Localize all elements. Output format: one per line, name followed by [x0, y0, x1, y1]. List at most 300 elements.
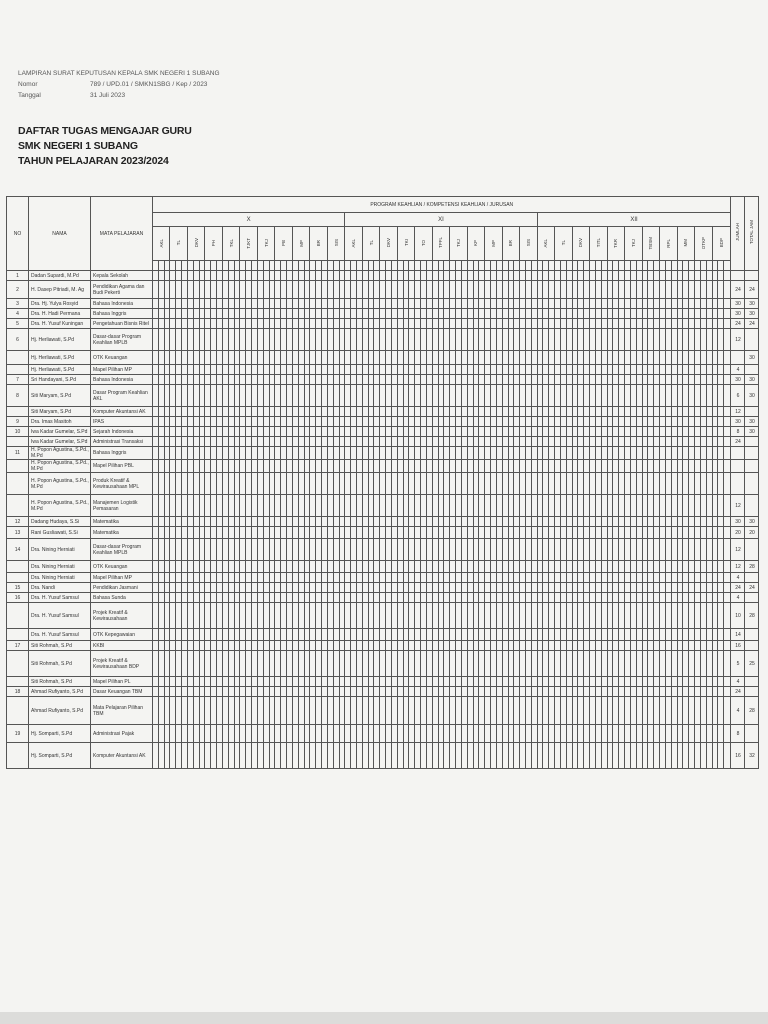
document-header: [18, 68, 418, 101]
hours-cell: [724, 743, 731, 769]
hours-cell: [724, 583, 731, 593]
hours-cell: [724, 385, 731, 407]
program-column-header: [240, 227, 257, 261]
subject-name: Mapel Pilihan PBL: [91, 460, 153, 473]
table-row: [7, 427, 759, 437]
program-label: DKV: [578, 238, 584, 248]
table-row: [7, 375, 759, 385]
teacher-name: H. Popon Agustina, S.Pd., M.Pd: [29, 495, 91, 517]
teacher-name: Siti Rohmah, S.Pd: [29, 641, 91, 651]
hours-cell: [724, 527, 731, 539]
teacher-name: Dra. Nining Herniati: [29, 561, 91, 573]
table-row: [7, 329, 759, 351]
table-row: [7, 271, 759, 281]
table-row: [7, 351, 759, 365]
row-number: 5: [7, 319, 29, 329]
program-column-header: [327, 227, 344, 261]
program-column-header: [642, 227, 659, 261]
program-column-header: [380, 227, 397, 261]
row-jumlah: 16: [731, 641, 745, 651]
row-jumlah: 12: [731, 495, 745, 517]
subject-name: Dasar Program Keahlian AKL: [91, 385, 153, 407]
program-label: BR: [316, 239, 322, 247]
col-jumlah-header: [731, 197, 745, 271]
document-title: [18, 124, 192, 169]
col-subject-header: MATA PELAJARAN: [91, 197, 153, 271]
row-number: 3: [7, 299, 29, 309]
lampiran-text: LAMPIRAN SURAT KEPUTUSAN KEPALA SMK NEGERI 1 SUBANG: [18, 70, 220, 77]
program-label: TKR: [613, 238, 619, 248]
table-row: [7, 697, 759, 725]
table-row: [7, 365, 759, 375]
program-label: TKI: [403, 239, 409, 247]
program-column-header: [695, 227, 712, 261]
grade-group-header: XII: [537, 213, 731, 227]
row-number: 19: [7, 725, 29, 743]
table-row: [7, 417, 759, 427]
teacher-name: Dra. Nandi: [29, 583, 91, 593]
subject-name: Mapel Pilihan MP: [91, 573, 153, 583]
row-jumlah: 10: [731, 603, 745, 629]
table-row: [7, 725, 759, 743]
row-jumlah: [731, 271, 745, 281]
program-column-header: [257, 227, 274, 261]
teacher-name: Dra. H. Yusuf Samsul: [29, 593, 91, 603]
teaching-schedule-table: [6, 196, 759, 769]
hours-cell: [724, 539, 731, 561]
title-line-2: SMK NEGERI 1 SUBANG: [18, 140, 138, 152]
subject-name: Dasar-dasar Program Keahlian MPLB: [91, 329, 153, 351]
teacher-name: Sri Handayani, S.Pd: [29, 375, 91, 385]
subject-name: Bahasa Sunda: [91, 593, 153, 603]
hours-cell: [724, 309, 731, 319]
program-label: MP: [298, 239, 304, 247]
row-jumlah: 30: [731, 309, 745, 319]
row-total: 24: [745, 583, 759, 593]
program-column-header: [537, 227, 554, 261]
row-jumlah: 24: [731, 319, 745, 329]
program-label: OTKP: [700, 236, 706, 250]
subject-name: Komputer Akuntansi AK: [91, 743, 153, 769]
row-jumlah: 4: [731, 593, 745, 603]
row-jumlah: 12: [731, 539, 745, 561]
subject-name: Administrasi Pajak: [91, 725, 153, 743]
tanggal-value: 31 Juli 2023: [90, 92, 126, 99]
col-total-header: [745, 197, 759, 271]
subject-name: Mapel Pilihan MP: [91, 365, 153, 375]
teacher-name: Siti Rohmah, S.Pd: [29, 677, 91, 687]
hours-cell: [724, 299, 731, 309]
hours-cell: [724, 407, 731, 417]
program-label: TL: [176, 240, 182, 246]
row-total: 30: [745, 309, 759, 319]
row-jumlah: 30: [731, 299, 745, 309]
table-row: [7, 407, 759, 417]
row-jumlah: 12: [731, 407, 745, 417]
program-column-header: [485, 227, 502, 261]
teacher-name: H. Dasep Pitriadi, M. Ag: [29, 281, 91, 299]
subject-name: Pendidikan Jasmani: [91, 583, 153, 593]
row-jumlah: 30: [731, 375, 745, 385]
grade-group-header: X: [153, 213, 345, 227]
table-row: [7, 385, 759, 407]
row-number: 13: [7, 527, 29, 539]
row-number: 11: [7, 447, 29, 460]
row-total: [745, 447, 759, 460]
program-label: TPFL: [438, 237, 444, 249]
hours-cell: [724, 351, 731, 365]
row-jumlah: 4: [731, 677, 745, 687]
col-jumlah-label: JUMLAH: [735, 223, 741, 242]
program-column-header: [450, 227, 467, 261]
row-number: [7, 407, 29, 417]
row-total: [745, 437, 759, 447]
table-row: [7, 527, 759, 539]
program-label: TKL: [228, 238, 234, 248]
row-number: 10: [7, 427, 29, 437]
subject-name: IPAS: [91, 417, 153, 427]
row-number: 1: [7, 271, 29, 281]
row-total: 32: [745, 743, 759, 769]
table-row: [7, 677, 759, 687]
subject-name: Produk Kreatif & Kewirausahaan MPL: [91, 473, 153, 495]
program-column-header: [607, 227, 624, 261]
subject-name: Bahasa Inggris: [91, 309, 153, 319]
teacher-name: Dra. H. Yusuf Samsul: [29, 603, 91, 629]
program-column-header: [310, 227, 327, 261]
row-total: [745, 407, 759, 417]
subject-name: Mata Pelajaran Pilihan TBM: [91, 697, 153, 725]
row-number: [7, 437, 29, 447]
program-label: TL: [368, 240, 374, 246]
row-jumlah: 8: [731, 725, 745, 743]
subject-name: Pengetahuan Bisnis Ritel: [91, 319, 153, 329]
table-row: [7, 495, 759, 517]
program-label: TITL: [595, 238, 601, 248]
table-row: [7, 583, 759, 593]
program-column-header: [502, 227, 519, 261]
teacher-name: Dra. H. Hadi Permana: [29, 309, 91, 319]
row-jumlah: 4: [731, 697, 745, 725]
nomor-value: 789 / UPD.01 / SMKN1SBG / Kep / 2023: [90, 81, 208, 88]
title-line-1: DAFTAR TUGAS MENGAJAR GURU: [18, 125, 192, 137]
nomor-label: Nomor: [18, 81, 38, 88]
table-row: [7, 473, 759, 495]
teacher-name: Hj. Herliawati, S.Pd: [29, 365, 91, 375]
table-row: [7, 447, 759, 460]
subject-name: Bahasa Indonesia: [91, 299, 153, 309]
row-number: [7, 603, 29, 629]
program-label: TL: [560, 240, 566, 246]
subject-name: Manajemen Logistik Pemasaran: [91, 495, 153, 517]
subject-name: Projek Kreatif & Kewirausahaan BDP: [91, 651, 153, 677]
row-number: [7, 651, 29, 677]
program-label: DKV: [386, 238, 392, 248]
program-label: PB: [281, 239, 287, 246]
row-total: 25: [745, 651, 759, 677]
row-total: 28: [745, 603, 759, 629]
row-jumlah: [731, 351, 745, 365]
row-number: 7: [7, 375, 29, 385]
row-total: [745, 629, 759, 641]
subject-name: Komputer Akuntansi AK: [91, 407, 153, 417]
hours-cell: [724, 460, 731, 473]
program-column-header: [397, 227, 414, 261]
row-total: [745, 460, 759, 473]
hours-cell: [724, 281, 731, 299]
row-total: [745, 593, 759, 603]
teacher-name: Ahmad Rufiyanto, S.Pd: [29, 687, 91, 697]
scan-bottom-strip: [0, 1012, 768, 1024]
row-jumlah: 14: [731, 629, 745, 641]
teacher-name: Siti Maryam, S.Pd: [29, 407, 91, 417]
row-number: [7, 365, 29, 375]
subject-name: KKBI: [91, 641, 153, 651]
teacher-name: Dadang Hudaya, S.Si: [29, 517, 91, 527]
program-column-header: [432, 227, 449, 261]
hours-cell: [724, 427, 731, 437]
program-column-header: [520, 227, 537, 261]
table-row: [7, 561, 759, 573]
col-no-header: NO: [7, 197, 29, 271]
teacher-name: Dra. Imas Masitoh: [29, 417, 91, 427]
row-total: [745, 687, 759, 697]
program-column-header: [345, 227, 362, 261]
hours-cell: [724, 517, 731, 527]
row-number: 6: [7, 329, 29, 351]
program-label: BR: [508, 239, 514, 247]
hours-cell: [724, 573, 731, 583]
row-jumlah: 24: [731, 437, 745, 447]
grade-group-header: XI: [345, 213, 537, 227]
row-number: 18: [7, 687, 29, 697]
program-column-header: [415, 227, 432, 261]
teacher-name: Hj. Somparti, S.Pd: [29, 725, 91, 743]
row-total: 20: [745, 527, 759, 539]
row-number: 9: [7, 417, 29, 427]
program-column-header: [170, 227, 187, 261]
hours-cell: [724, 641, 731, 651]
row-jumlah: [731, 460, 745, 473]
row-number: [7, 743, 29, 769]
row-jumlah: 20: [731, 527, 745, 539]
teacher-name: Dra. Nining Herniati: [29, 573, 91, 583]
program-column-header: [712, 227, 731, 261]
tanggal-row: [18, 90, 418, 101]
program-label: TJKT: [246, 237, 252, 249]
row-total: [745, 329, 759, 351]
hours-cell: [724, 319, 731, 329]
row-total: 30: [745, 427, 759, 437]
teacher-name: Siti Maryam, S.Pd: [29, 385, 91, 407]
table-row: [7, 299, 759, 309]
program-column-header: [677, 227, 694, 261]
program-column-header: [555, 227, 572, 261]
teacher-name: H. Popon Agustina, S.Pd., M.Pd: [29, 473, 91, 495]
hours-cell: [724, 629, 731, 641]
teacher-name: Dra. H. Yusuf Samsul: [29, 629, 91, 641]
table-row: [7, 687, 759, 697]
row-total: 28: [745, 561, 759, 573]
row-jumlah: 30: [731, 417, 745, 427]
hours-cell: [724, 561, 731, 573]
teacher-name: Siti Rohmah, S.Pd: [29, 651, 91, 677]
row-number: [7, 677, 29, 687]
row-total: 30: [745, 375, 759, 385]
table-row: [7, 460, 759, 473]
row-number: [7, 460, 29, 473]
table-row: [7, 309, 759, 319]
hours-cell: [724, 677, 731, 687]
table-row: [7, 437, 759, 447]
row-total: [745, 677, 759, 687]
subject-name: OTK Keuangan: [91, 351, 153, 365]
subject-name: Bahasa Inggris: [91, 447, 153, 460]
hours-cell: [724, 437, 731, 447]
teacher-name: Hj. Herliawati, S.Pd: [29, 351, 91, 365]
row-number: [7, 629, 29, 641]
program-label: AKL: [351, 238, 357, 248]
row-jumlah: 5: [731, 651, 745, 677]
program-label: TKJ: [455, 238, 461, 247]
program-column-header: [292, 227, 309, 261]
nomor-row: [18, 79, 418, 90]
teacher-name: Iwa Kadar Gumelar, S.Pd: [29, 427, 91, 437]
row-total: [745, 473, 759, 495]
row-total: 24: [745, 281, 759, 299]
row-number: [7, 697, 29, 725]
hours-cell: [724, 447, 731, 460]
program-label: SIS: [525, 239, 531, 247]
subject-name: Mapel Pilihan PL: [91, 677, 153, 687]
subject-name: Administrasi Transaksi: [91, 437, 153, 447]
title-line-3: TAHUN PELAJARAN 2023/2024: [18, 155, 169, 167]
row-total: [745, 365, 759, 375]
subject-name: Matematika: [91, 517, 153, 527]
program-label: TO: [421, 239, 426, 247]
hours-cell: [724, 473, 731, 495]
program-column-header: [590, 227, 607, 261]
subject-name: Projek Kreatif & Kewirausahaan: [91, 603, 153, 629]
program-label: SIS: [333, 239, 339, 247]
row-number: 16: [7, 593, 29, 603]
subject-name: Matematika: [91, 527, 153, 539]
program-label: MP: [490, 239, 496, 247]
program-column-header: [187, 227, 204, 261]
row-total: [745, 725, 759, 743]
hours-cell: [724, 697, 731, 725]
program-header: PROGRAM KEAHLIAN / KOMPETENSI KEAHLIAN / JURUSAN: [153, 197, 731, 213]
program-column-header: [467, 227, 484, 261]
teacher-name: Ahmad Rufiyanto, S.Pd: [29, 697, 91, 725]
program-column-header: [572, 227, 589, 261]
row-total: 30: [745, 517, 759, 527]
row-total: [745, 271, 759, 281]
row-total: [745, 573, 759, 583]
program-label: DKV: [193, 238, 199, 248]
row-total: 30: [745, 385, 759, 407]
class-number-cell: [724, 261, 731, 271]
subject-name: Dasar Keuangan TBM: [91, 687, 153, 697]
program-label: TKJ: [263, 238, 269, 247]
row-number: [7, 351, 29, 365]
row-total: 28: [745, 697, 759, 725]
subject-name: Kepala Sekolah: [91, 271, 153, 281]
subject-name: Sejarah Indonesia: [91, 427, 153, 437]
row-jumlah: 12: [731, 329, 745, 351]
teacher-name: Iwa Kadar Gumelar, S.Pd: [29, 437, 91, 447]
row-number: 8: [7, 385, 29, 407]
program-label: BDP: [718, 238, 724, 248]
program-label: KP: [473, 239, 479, 246]
teaching-schedule-table-wrap: [6, 196, 758, 956]
hours-cell: [724, 417, 731, 427]
program-label: AKL: [158, 238, 164, 248]
table-row: [7, 319, 759, 329]
hours-cell: [724, 687, 731, 697]
teacher-name: H. Popon Agustina, S.Pd., M.Pd: [29, 447, 91, 460]
program-column-header: [205, 227, 222, 261]
program-label: TKJ: [630, 238, 636, 247]
table-row: [7, 517, 759, 527]
program-column-header: [222, 227, 239, 261]
subject-name: Pendidikan Agama dan Budi Pekerti: [91, 281, 153, 299]
table-row: [7, 743, 759, 769]
program-column-header: [362, 227, 379, 261]
hours-cell: [724, 495, 731, 517]
row-jumlah: [731, 447, 745, 460]
table-row: [7, 629, 759, 641]
hours-cell: [724, 725, 731, 743]
row-total: [745, 495, 759, 517]
row-total: 30: [745, 299, 759, 309]
row-total: 30: [745, 351, 759, 365]
row-total: 24: [745, 319, 759, 329]
col-name-header: NAMA: [29, 197, 91, 271]
subject-name: OTK Kepegawaian: [91, 629, 153, 641]
hours-cell: [724, 603, 731, 629]
row-jumlah: [731, 473, 745, 495]
row-jumlah: 24: [731, 687, 745, 697]
row-jumlah: 24: [731, 583, 745, 593]
program-column-header: [625, 227, 642, 261]
teacher-name: Dadan Supardi, M.Pd: [29, 271, 91, 281]
row-jumlah: 8: [731, 427, 745, 437]
table-row: [7, 641, 759, 651]
table-row: [7, 281, 759, 299]
row-total: 30: [745, 417, 759, 427]
row-jumlah: 4: [731, 573, 745, 583]
teacher-name: Dra. Hj. Yulya Rosyid: [29, 299, 91, 309]
row-number: [7, 473, 29, 495]
table-row: [7, 539, 759, 561]
teacher-name: Hj. Somparti, S.Pd: [29, 743, 91, 769]
program-label: PH: [211, 239, 217, 247]
row-jumlah: 4: [731, 365, 745, 375]
hours-cell: [724, 271, 731, 281]
row-total: [745, 641, 759, 651]
subject-name: Dasar-dasar Program Keahlian MPLB: [91, 539, 153, 561]
program-column-header: [275, 227, 292, 261]
col-total-label: TOTAL JAM: [749, 220, 755, 245]
row-jumlah: 16: [731, 743, 745, 769]
program-column-header: [153, 227, 170, 261]
hours-cell: [724, 329, 731, 351]
teacher-name: Dra. Nining Herniati: [29, 539, 91, 561]
hours-cell: [724, 375, 731, 385]
hours-cell: [724, 365, 731, 375]
program-label: TBSM: [648, 236, 654, 250]
